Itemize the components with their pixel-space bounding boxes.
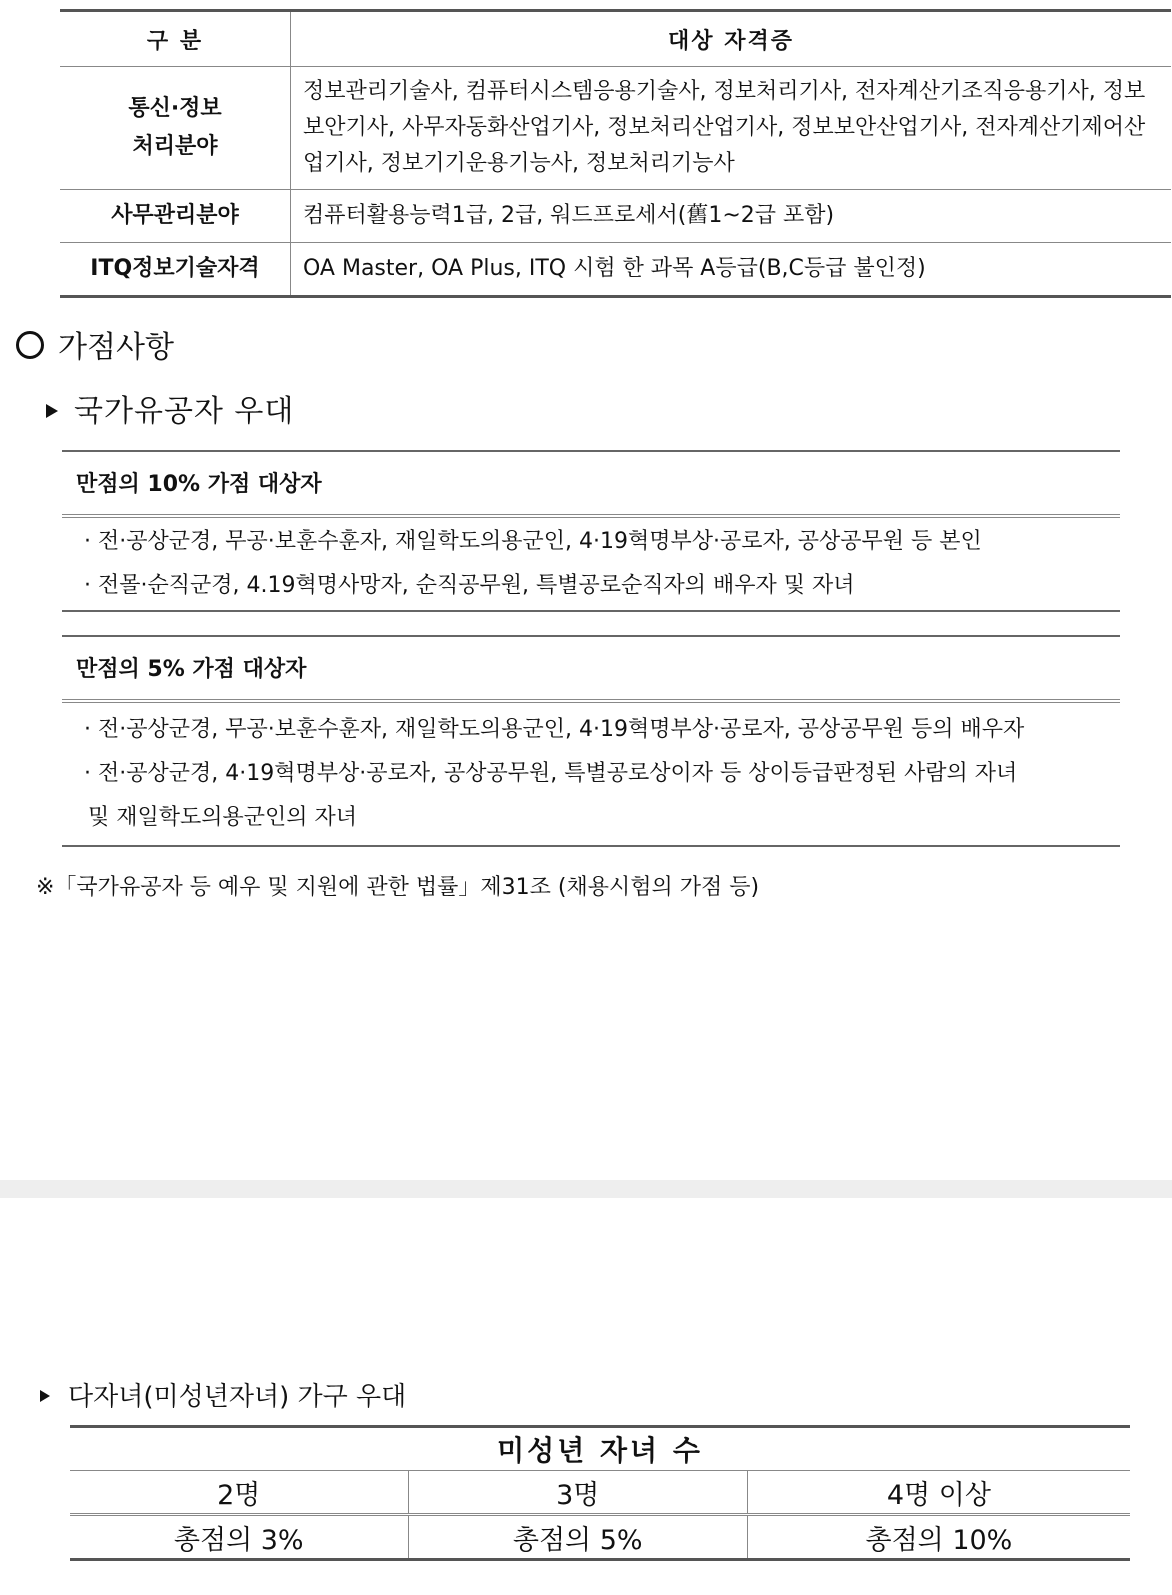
- category-line: 통신·정보: [128, 96, 222, 121]
- certificates-cell: 컴퓨터활용능력1급, 2급, 워드프로세서(舊1~2급 포함): [291, 190, 1172, 243]
- section-title: [16, 322, 174, 366]
- count-cell: 3명: [408, 1471, 747, 1515]
- circle-bullet-icon: [16, 331, 44, 359]
- bonus-cell: 총점의 5%: [408, 1515, 747, 1560]
- category-cell: [60, 67, 291, 190]
- bonus-cell: 총점의 3%: [70, 1515, 408, 1560]
- bonus-10-box: [62, 450, 1120, 612]
- list-item: · 전·공상군경, 무공·보훈수훈자, 재일학도의용군인, 4·19혁명부상·공로자, 공상공무원 등 본인: [84, 529, 982, 554]
- subsection-title-text: 다자녀(미성년자녀) 가구 우대: [68, 1382, 407, 1412]
- box-title: 만점의 10% 가점 대상자: [62, 450, 1120, 518]
- box-title: 만점의 5% 가점 대상자: [62, 635, 1120, 703]
- count-cell: 2명: [70, 1471, 408, 1515]
- subsection-title: [40, 1376, 406, 1413]
- table-row: [70, 1515, 1130, 1560]
- table-row: [70, 1471, 1130, 1515]
- children-count-header: 미성년 자녀 수: [70, 1427, 1130, 1471]
- table-header-row: [70, 1427, 1130, 1471]
- section-title-text: 가점사항: [58, 330, 174, 365]
- list-item: 및 재일학도의용군인의 자녀: [88, 805, 358, 830]
- count-cell: 4명 이상: [747, 1471, 1130, 1515]
- table-row: [60, 190, 1171, 243]
- table-header-row: [60, 11, 1171, 67]
- triangle-bullet-icon: [46, 404, 58, 418]
- triangle-bullet-icon: [40, 1390, 50, 1402]
- legal-note: ※「국가유공자 등 예우 및 지원에 관한 법률」제31조 (채용시험의 가점 등): [36, 875, 760, 900]
- certificates-cell: OA Master, OA Plus, ITQ 시험 한 과목 A등급(B,C등급 불인정): [291, 243, 1172, 297]
- category-cell: 사무관리분야: [60, 190, 291, 243]
- category-line: 처리분야: [132, 134, 218, 159]
- bonus-cell: 총점의 10%: [747, 1515, 1130, 1560]
- subsection-title: [46, 386, 294, 430]
- subsection-title-text: 국가유공자 우대: [74, 394, 295, 429]
- list-item: · 전·공상군경, 무공·보훈수훈자, 재일학도의용군인, 4·19혁명부상·공로자, 공상공무원 등의 배우자: [84, 717, 1025, 742]
- table-row: [60, 243, 1171, 297]
- certification-table: [60, 9, 1171, 298]
- table-row: [60, 67, 1171, 190]
- page-separator: [0, 1180, 1172, 1198]
- list-item: · 전몰·순직군경, 4.19혁명사망자, 순직공무원, 특별공로순직자의 배우자 및 자녀: [84, 573, 855, 598]
- certificates-cell: 정보관리기술사, 컴퓨터시스템응용기술사, 정보처리기사, 전자계산기조직응용기사, 정보보안기사, 사무자동화산업기사, 정보처리산업기사, 정보보안산업기사, 전자계산기제어산업기사, 정보기기운용기능사, 정보처리기능사: [291, 67, 1172, 190]
- category-header: 구 분: [60, 11, 291, 67]
- box-body: [62, 703, 1120, 847]
- certificates-header: 대상 자격증: [291, 11, 1172, 67]
- box-body: [62, 518, 1120, 612]
- list-item: · 전·공상군경, 4·19혁명부상·공로자, 공상공무원, 특별공로상이자 등 상이등급판정된 사람의 자녀: [84, 761, 1018, 786]
- children-bonus-table: [70, 1425, 1130, 1561]
- category-cell: ITQ정보기술자격: [60, 243, 291, 297]
- bonus-5-box: [62, 635, 1120, 847]
